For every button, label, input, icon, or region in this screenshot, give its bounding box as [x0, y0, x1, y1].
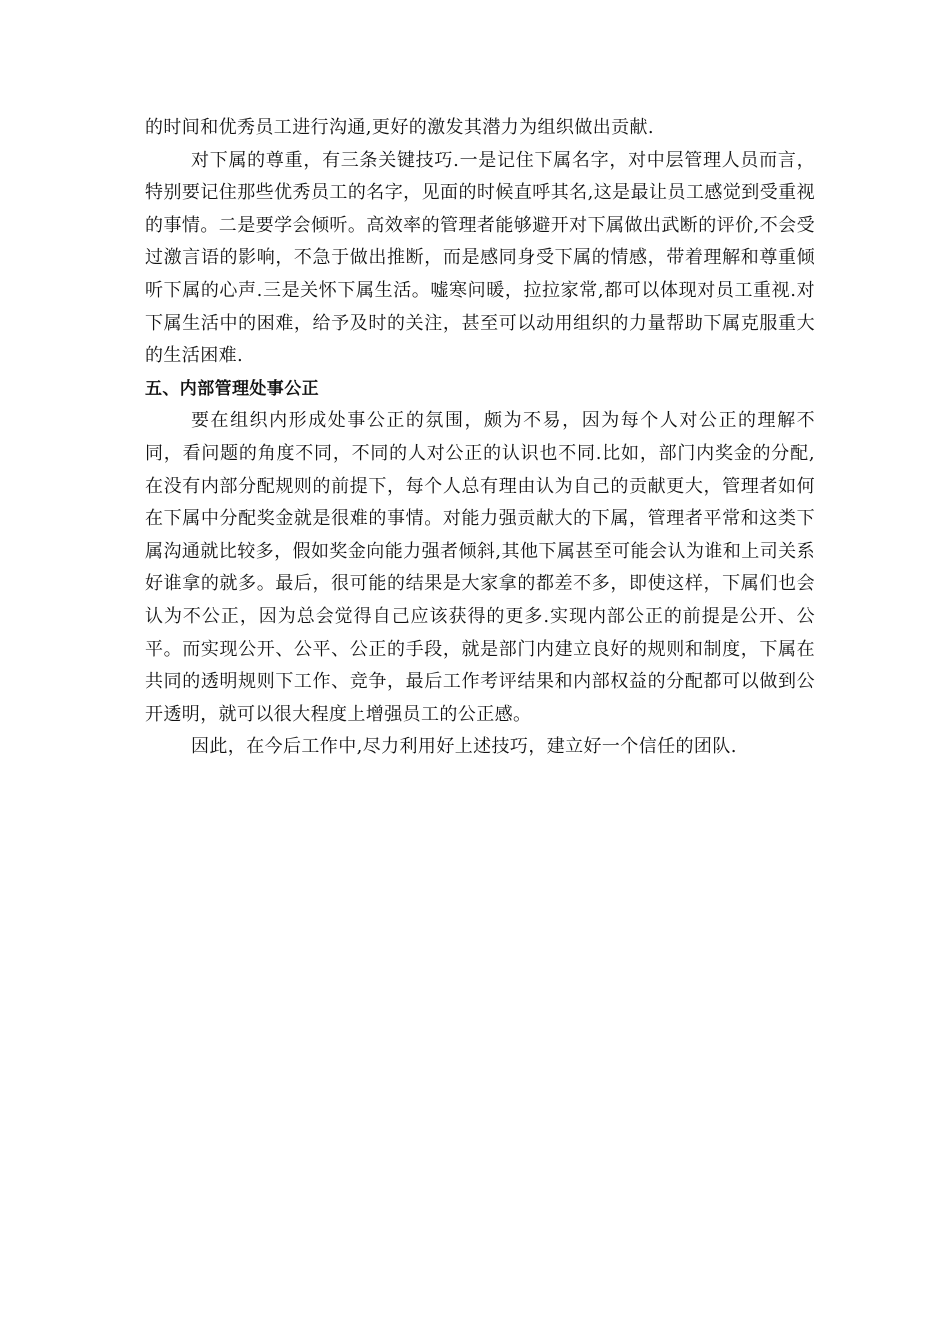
- paragraph-respect-subordinates: 对下属的尊重，有三条关键技巧.一是记住下属名字，对中层管理人员而言，特别要记住那些优秀员工的名字，见面的时候直呼其名,这是最让员工感觉到受重视的事情。二是要学会倾听。高效率的管理者能够避开对下属做出武断的评价,不会受过激言语的影响，不急于做出推断，而是感同身受下属的情感，带着理解和尊重倾听下属的心声.三是关怀下属生活。嘘寒问暖，拉拉家常,都可以体现对员工重视.对下属生活中的困难，给予及时的关注，甚至可以动用组织的力量帮助下属克服重大的生活困难.: [145, 149, 815, 367]
- paragraph-continuation: 的时间和优秀员工进行沟通,更好的激发其潜力为组织做出贡献.: [145, 117, 655, 138]
- document-body: [145, 112, 815, 764]
- section-heading-fairness: 五、内部管理处事公正: [145, 378, 319, 399]
- paragraph-conclusion: 因此，在今后工作中,尽力利用好上述技巧，建立好一个信任的团队.: [191, 736, 737, 758]
- paragraph-internal-fairness: 要在组织内形成处事公正的氛围，颇为不易，因为每个人对公正的理解不同，看问题的角度不同，不同的人对公正的认识也不同.比如，部门内奖金的分配,在没有内部分配规则的前提下，每个人总有理由认为自己的贡献更大，管理者如何在下属中分配奖金就是很难的事情。对能力强贡献大的下属，管理者平常和这类下属沟通就比较多，假如奖金向能力强者倾斜,其他下属甚至可能会认为谁和上司关系好谁拿的就多。最后，很可能的结果是大家拿的都差不多，即使这样，下属们也会认为不公正，因为总会觉得自己应该获得的更多.实现内部公正的前提是公开、公平。而实现公开、公平、公正的手段，就是部门内建立良好的规则和制度，下属在共同的透明规则下工作、竞争，最后工作考评结果和内部权益的分配都可以做到公开透明，就可以很大程度上增强员工的公正感。: [145, 410, 815, 725]
